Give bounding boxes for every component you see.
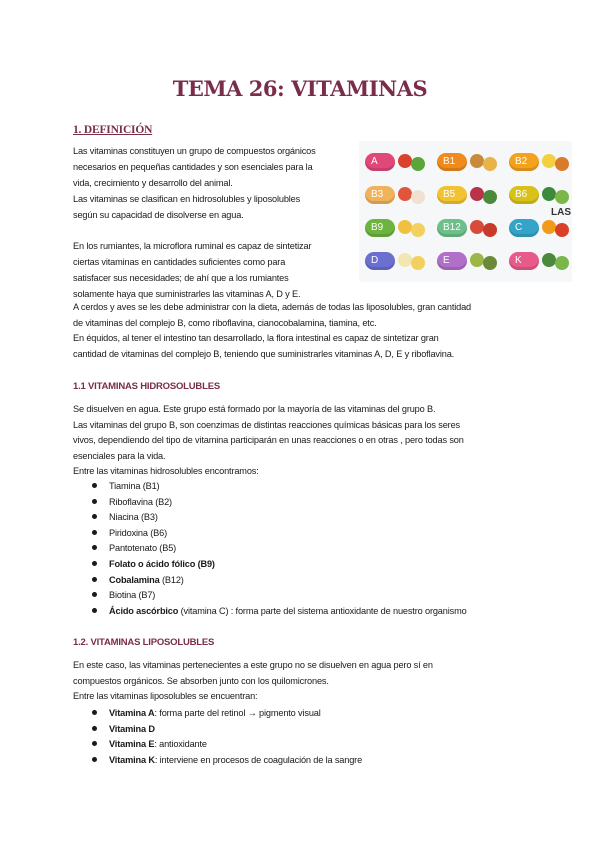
food-icon bbox=[542, 220, 556, 234]
food-icon bbox=[555, 157, 569, 171]
vitamin-pill: B5 bbox=[437, 186, 467, 204]
food-icon bbox=[470, 220, 484, 234]
vitamin-cell bbox=[437, 149, 503, 175]
paragraph-line: satisfacer sus necesidades; de ahí que a los rumiantes bbox=[73, 273, 289, 284]
food-icon bbox=[411, 256, 425, 270]
paragraph-line: En los rumiantes, la microflora ruminal es capaz de sintetizar bbox=[73, 241, 312, 252]
vitamin-cell bbox=[365, 182, 431, 208]
food-icon bbox=[555, 223, 569, 237]
food-icon bbox=[483, 223, 497, 237]
list-item: Vitamina E: antioxidante bbox=[92, 738, 362, 754]
vitamin-pill: C bbox=[509, 219, 539, 237]
list-item: Niacina (B3) bbox=[92, 511, 467, 527]
paragraph-line: Entre las vitaminas liposolubles se encuentran: bbox=[73, 691, 258, 702]
food-icon bbox=[555, 256, 569, 270]
list-item: Piridoxina (B6) bbox=[92, 527, 467, 543]
vitamin-pill: A bbox=[365, 153, 395, 171]
list-item: Cobalamina (B12) bbox=[92, 574, 467, 590]
vitamin-pill: B12 bbox=[437, 219, 467, 237]
food-icon bbox=[398, 220, 412, 234]
list-item: Biotina (B7) bbox=[92, 589, 467, 605]
vitamins-image bbox=[359, 141, 572, 282]
vitamin-cell bbox=[509, 182, 572, 208]
vitamin-pill: K bbox=[509, 252, 539, 270]
paragraph-line: Las vitaminas del grupo B, son coenzimas de distintas reacciones químicas básicas para los seres bbox=[73, 419, 460, 430]
food-icon bbox=[483, 190, 497, 204]
paragraph-line: En équidos, al tener el intestino tan desarrollado, la flora intestinal es capaz de sintetizar gran bbox=[73, 333, 439, 344]
paragraph-line: solamente haya que suministrarles las vitaminas A, D y E. bbox=[73, 289, 301, 300]
vitamin-cell bbox=[365, 149, 431, 175]
paragraph-line: vivos, dependiendo del tipo de vitamina participarán en unas reacciones o en otras , pero todas son bbox=[73, 435, 464, 446]
food-icon bbox=[411, 157, 425, 171]
liposolubles-list bbox=[92, 707, 362, 769]
vitamin-pill: B6 bbox=[509, 186, 539, 204]
paragraph-line: Se disuelven en agua. Este grupo está formado por la mayoría de las vitaminas del grupo B. bbox=[73, 404, 436, 414]
paragraph-line: según su capacidad de disolverse en agua. bbox=[73, 209, 244, 220]
paragraph-line: Las vitaminas se clasifican en hidrosolubles y liposolubles bbox=[73, 193, 301, 204]
food-icon bbox=[398, 154, 412, 168]
list-item: Riboflavina (B2) bbox=[92, 496, 467, 512]
vitamin-pill: B1 bbox=[437, 153, 467, 171]
food-icon bbox=[470, 253, 484, 267]
food-icon bbox=[542, 253, 556, 267]
paragraph-line: de vitaminas del complejo B, como riboflavina, cianocobalamina, tiamina, etc. bbox=[73, 317, 377, 328]
vitamin-cell bbox=[437, 248, 503, 274]
paragraph-line: En este caso, las vitaminas pertenecientes a este grupo no se disuelven en agua pero sí en bbox=[73, 660, 433, 670]
page-title: TEMA 26: VITAMINAS bbox=[172, 76, 428, 101]
food-icon bbox=[398, 253, 412, 267]
list-item: Tiamina (B1) bbox=[92, 480, 467, 496]
food-icon bbox=[470, 187, 484, 201]
hidrosolubles-list bbox=[92, 480, 467, 620]
paragraph-line: esenciales para la vida. bbox=[73, 450, 166, 461]
paragraph-line: cantidad de vitaminas del complejo B, teniendo que suministrarles vitaminas A, D, E y riboflavina. bbox=[73, 348, 455, 359]
list-item: Pantotenato (B5) bbox=[92, 542, 467, 558]
paragraph-line: Las vitaminas constituyen un grupo de compuestos orgánicos bbox=[73, 146, 316, 156]
food-icon bbox=[555, 190, 569, 204]
list-item: Vitamina K: interviene en procesos de coagulación de la sangre bbox=[92, 754, 362, 770]
food-icon bbox=[483, 256, 497, 270]
paragraph-line: vida, crecimiento y desarrollo del animal. bbox=[73, 177, 233, 188]
food-icon bbox=[470, 154, 484, 168]
vitamin-pill: E bbox=[437, 252, 467, 270]
vitamin-cell bbox=[365, 215, 431, 241]
section-heading-liposolubles: 1.2. VITAMINAS LIPOSOLUBLES bbox=[73, 637, 215, 648]
vitamin-pill: B9 bbox=[365, 219, 395, 237]
list-item: Vitamina D bbox=[92, 723, 362, 739]
section-heading-hidrosolubles: 1.1 VITAMINAS HIDROSOLUBLES bbox=[73, 381, 220, 392]
vitamin-pill: B3 bbox=[365, 186, 395, 204]
list-item: Folato o ácido fólico (B9) bbox=[92, 558, 467, 574]
paragraph-line: necesarios en pequeñas cantidades y son esenciales para la bbox=[73, 161, 313, 172]
paragraph-line: A cerdos y aves se les debe administrar con la dieta, además de todas las liposolubles, gran cantidad bbox=[73, 302, 472, 312]
food-icon bbox=[411, 223, 425, 237]
vitamin-pill: B2 bbox=[509, 153, 539, 171]
food-icon bbox=[483, 157, 497, 171]
paragraph-line: compuestos orgánicos. Se absorben junto con los quilomicrones. bbox=[73, 675, 329, 686]
list-item: Vitamina A: forma parte del retinol → pigmento visual bbox=[92, 707, 362, 723]
vitamin-cell bbox=[365, 248, 431, 274]
food-icon bbox=[542, 187, 556, 201]
vitamin-cell bbox=[509, 215, 572, 241]
list-item: Ácido ascórbico (vitamina C) : forma parte del sistema antioxidante de nuestro organismo bbox=[92, 605, 467, 621]
food-icon bbox=[542, 154, 556, 168]
paragraph-line: ciertas vitaminas en cantidades suficientes como para bbox=[73, 257, 286, 268]
vitamins-image-text: LAS bbox=[551, 207, 571, 218]
vitamin-cell bbox=[509, 248, 572, 274]
paragraph-line: Entre las vitaminas hidrosolubles encontramos: bbox=[73, 466, 259, 477]
vitamin-cell bbox=[509, 149, 572, 175]
vitamin-cell bbox=[437, 182, 503, 208]
section-heading-definicion: 1. DEFINICIÓN bbox=[73, 124, 153, 136]
food-icon bbox=[398, 187, 412, 201]
food-icon bbox=[411, 190, 425, 204]
vitamin-cell bbox=[437, 215, 503, 241]
vitamin-pill: D bbox=[365, 252, 395, 270]
